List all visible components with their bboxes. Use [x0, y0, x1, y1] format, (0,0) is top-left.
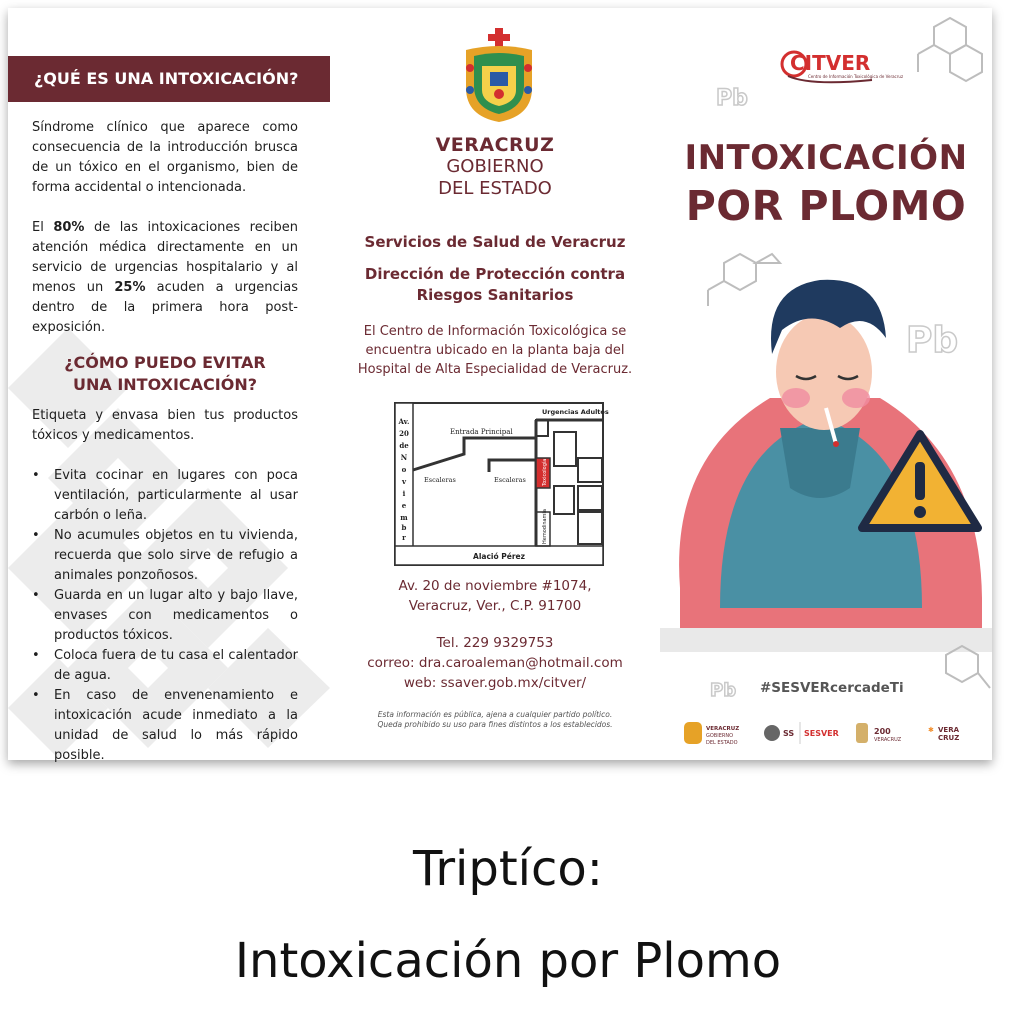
svg-text:o: o [401, 465, 407, 474]
svg-text:r: r [402, 533, 406, 542]
svg-text:v: v [401, 477, 407, 486]
svg-text:200: 200 [874, 727, 891, 736]
address-line1: Av. 20 de noviembre #1074, [398, 578, 592, 594]
list-item: • Coloca fuera de tu casa el calentador de agua. [32, 648, 298, 683]
phone-number: Tel. 229 9329753 [436, 635, 554, 651]
svg-text:m: m [400, 513, 408, 522]
health-services-title: Servicios de Salud de Veracruz [364, 233, 626, 251]
map-label-toxicology: Toxicología [542, 458, 548, 486]
molecule-icon [910, 12, 990, 92]
gov-name-line1: VERACRUZ [435, 134, 555, 156]
website-link[interactable]: web: ssaver.gob.mx/citver/ [403, 675, 587, 691]
citver-subtitle: Centro de Información Toxicológica de Veracruz [808, 74, 904, 79]
gov-name-line2: GOBIERNO [446, 156, 544, 177]
map-label-entrance: Entrada Principal [450, 428, 513, 436]
statistics-paragraph: El 80% de las intoxicaciones reciben atención médica directamente en un servicio de urgencias hospitalario y al menos un 25% acuden a urgencias dentro de la primera hora post-exposición. [32, 220, 298, 335]
list-item: • Evita cocinar en lugares con poca ventilación, particularmente al usar carbón o leña. [32, 468, 298, 523]
section-header-how-to-avoid: ¿CÓMO PUEDO EVITAR UNA INTOXICACIÓN? [64, 353, 266, 394]
pb-symbol: Pb [716, 86, 748, 111]
veracruz-coat-of-arms-icon [460, 28, 538, 124]
list-item: • En caso de envenenamiento e intoxicación acude inmediato a la unidad de salud lo más rápido posible. [32, 688, 298, 763]
map-label-urgencias: Urgencias Adultos [542, 408, 609, 416]
label-products-paragraph: Etiqueta y envasa bien tus productos tóxicos y medicamentos. [32, 408, 298, 443]
svg-text:✱: ✱ [928, 726, 934, 734]
campaign-hashtag: #SESVERcercadeTi [760, 680, 904, 696]
veracruz-brand-logo-icon [928, 726, 960, 742]
map-label-stairs: Escaleras [424, 476, 456, 484]
gov-name-line3: DEL ESTADO [438, 178, 552, 199]
list-item: • No acumules objetos en tu vivienda, recuerda que solo sirve de refugio a animales ponzoñosos. [32, 528, 298, 583]
svg-text:de: de [399, 441, 409, 450]
definition-paragraph: Síndrome clínico que aparece como consecuencia de la introducción brusca de un tóxico en el organismo, bien de forma accidental o intencionada. [32, 120, 298, 195]
email-address[interactable]: correo: dra.caroaleman@hotmail.com [367, 655, 623, 671]
section-header-what-is: ¿QUÉ ES UNA INTOXICACIÓN? [8, 56, 330, 102]
svg-text:b: b [401, 523, 407, 532]
protection-directorate-title: Dirección de Protección contra Riesgos Sanitarios [364, 265, 626, 304]
cover-title-line1: INTOXICACIÓN [684, 138, 968, 178]
sick-person-illustration [660, 258, 992, 668]
map-label-hemodinamia: Hemodinamia [542, 509, 548, 544]
pb-symbol: Pb [906, 320, 959, 361]
ss-logo-icon [764, 725, 794, 741]
citver-wordmark: CITVER [790, 51, 871, 75]
svg-text:20: 20 [399, 429, 409, 438]
map-label-stairs: Escaleras [494, 476, 526, 484]
citver-logo [780, 46, 904, 88]
sesver-logo-icon [804, 729, 839, 738]
svg-text:e: e [401, 501, 407, 510]
svg-text:i: i [402, 489, 406, 498]
svg-text:CRUZ: CRUZ [938, 734, 960, 742]
institution-logos-row [680, 718, 980, 748]
stat-25: 25% [114, 280, 146, 295]
panel-cover [660, 8, 992, 760]
svg-text:N: N [400, 453, 408, 462]
molecule-icon [932, 638, 992, 708]
address-line2: Veracruz, Ver., C.P. 91700 [408, 598, 582, 614]
location-map [394, 402, 609, 566]
svg-text:DEL ESTADO: DEL ESTADO [706, 740, 738, 746]
list-item: • Guarda en un lugar alto y bajo llave, envases con medicamentos o productos tóxicos. [32, 588, 298, 643]
pb-symbol: Pb [710, 680, 737, 701]
disclaimer: Esta información es pública, ajena a cualquier partido político. Queda prohibido su uso para fines distintos a los establecidos. [377, 710, 613, 729]
map-label-street-bottom: Alació Pérez [473, 552, 525, 561]
stat-80: 80% [53, 220, 85, 235]
panel-middle [330, 8, 660, 760]
prevention-tips-list [32, 466, 298, 766]
svg-text:VERA: VERA [938, 726, 960, 734]
svg-text:Av.: Av. [398, 417, 410, 426]
svg-text:SS: SS [783, 729, 795, 738]
caption-line1: Triptíco: [413, 841, 603, 897]
svg-text:VERACRUZ: VERACRUZ [874, 737, 902, 743]
brochure-sheet [8, 8, 992, 763]
veracruz-gov-logo-icon [684, 722, 739, 746]
svg-text:SESVER: SESVER [804, 729, 839, 738]
cover-title-line2: POR PLOMO [685, 182, 967, 230]
panel-left [8, 8, 330, 763]
svg-text:GOBIERNO: GOBIERNO [706, 733, 734, 739]
location-description: El Centro de Información Toxicológica se encuentra ubicado en la planta baja del Hospital de Alta Especialidad de Veracruz. [357, 324, 633, 377]
200-veracruz-logo-icon [856, 723, 902, 743]
svg-text:VERACRUZ: VERACRUZ [706, 726, 740, 732]
caption-line2: Intoxicación por Plomo [234, 933, 782, 989]
